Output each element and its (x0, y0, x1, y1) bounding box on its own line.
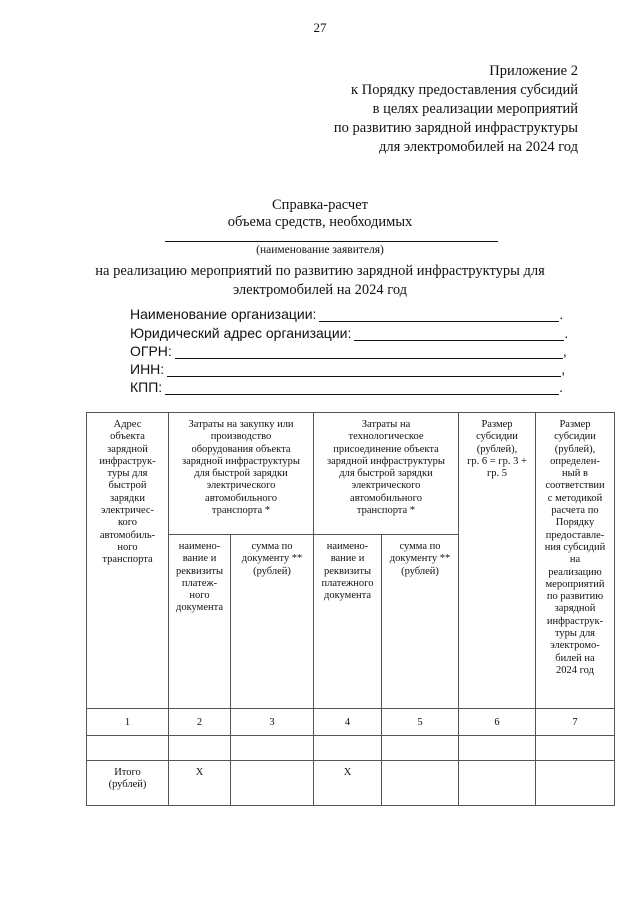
column-number: 2 (169, 709, 231, 736)
table-cell[interactable] (459, 736, 536, 761)
field-blank[interactable] (165, 381, 559, 395)
header-connection-costs: Затраты на технологическое присоединение объекта зарядной инфраструктуры для быстрой зарядки электрического автомобильного транспорта * (314, 413, 459, 535)
appendix-header: Приложение 2 к Порядку предоставления субсидий в целях реализации мероприятий по развитию зарядной инфраструктуры для электромобилей на 2024 год (333, 63, 578, 155)
column-number: 6 (459, 709, 536, 736)
table-cell[interactable] (459, 761, 536, 806)
table-cell[interactable] (382, 761, 459, 806)
table-cell[interactable] (169, 736, 231, 761)
column-number: 4 (314, 709, 382, 736)
total-x-mark: X (169, 761, 231, 806)
field-end: , (562, 343, 567, 359)
subheader-doc-sum: сумма по документу ** (рублей) (231, 535, 314, 709)
field-end: , (561, 361, 566, 377)
applicant-caption: (наименование заявителя) (256, 244, 384, 256)
table-cell[interactable] (87, 736, 169, 761)
table-cell[interactable] (536, 761, 615, 806)
field-kpp (130, 378, 563, 395)
field-legal-address (130, 324, 568, 341)
field-label: ОГРН: (130, 343, 172, 359)
title-line-1: Справка-расчет (272, 197, 368, 213)
field-end: . (559, 379, 564, 395)
field-label: Юридический адрес организации: (130, 325, 352, 341)
field-org-name (130, 305, 563, 322)
header-subsidy-size: Размер субсидии (рублей), гр. 6 = гр. 3 + гр. 5 (459, 413, 536, 709)
subheader-doc-sum: сумма по документу ** (рублей) (382, 535, 459, 709)
field-blank[interactable] (319, 308, 559, 322)
field-inn (130, 360, 565, 377)
field-ogrn (130, 342, 567, 359)
field-end: . (559, 306, 564, 322)
field-blank[interactable] (175, 345, 563, 359)
calculation-table (86, 412, 615, 806)
subheader-payment-doc: наимено- вание и реквизиты платежного документа (314, 535, 382, 709)
purpose-text: на реализацию мероприятий по развитию зарядной инфраструктуры для электромобилей на 2024 год (95, 263, 545, 298)
column-number: 3 (231, 709, 314, 736)
page-number: 27 (313, 20, 327, 35)
column-number: 7 (536, 709, 615, 736)
field-label: ИНН: (130, 361, 165, 377)
total-label: Итого (рублей) (87, 761, 169, 806)
table-row (87, 736, 615, 761)
subheader-payment-doc: наимено- вание и реквизиты платеж- ного документа (169, 535, 231, 709)
column-number: 1 (87, 709, 169, 736)
table-cell[interactable] (314, 736, 382, 761)
field-end: . (564, 325, 569, 341)
table-cell[interactable] (231, 736, 314, 761)
header-equipment-costs: Затраты на закупку или производство оборудования объекта зарядной инфраструктуры для быстрой зарядки электрического автомобильного транспорта * (169, 413, 314, 535)
field-label: Наименование организации: (130, 306, 317, 322)
table-cell[interactable] (382, 736, 459, 761)
total-x-mark: X (314, 761, 382, 806)
table-cell[interactable] (231, 761, 314, 806)
column-number: 5 (382, 709, 459, 736)
total-row (87, 761, 615, 806)
title-line-2: объема средств, необходимых (227, 214, 413, 230)
header-address: Адрес объекта зарядной инфраструк- туры для быстрой зарядки электричес- кого автомобиль- ного транспорта (87, 413, 169, 709)
header-subsidy-methodology: Размер субсидии (рублей), определен- ный в соответствии с методикой расчета по Порядку предоставле- ния субсидий на реализацию мероприятий по развитию зарядной инфраструк- туры для электромо- билей на 2024 год (536, 413, 615, 709)
field-label: КПП: (130, 379, 163, 395)
field-blank[interactable] (167, 363, 561, 377)
column-numbers-row (87, 709, 615, 736)
applicant-name-line[interactable] (165, 241, 498, 242)
field-blank[interactable] (354, 327, 564, 341)
table-cell[interactable] (536, 736, 615, 761)
